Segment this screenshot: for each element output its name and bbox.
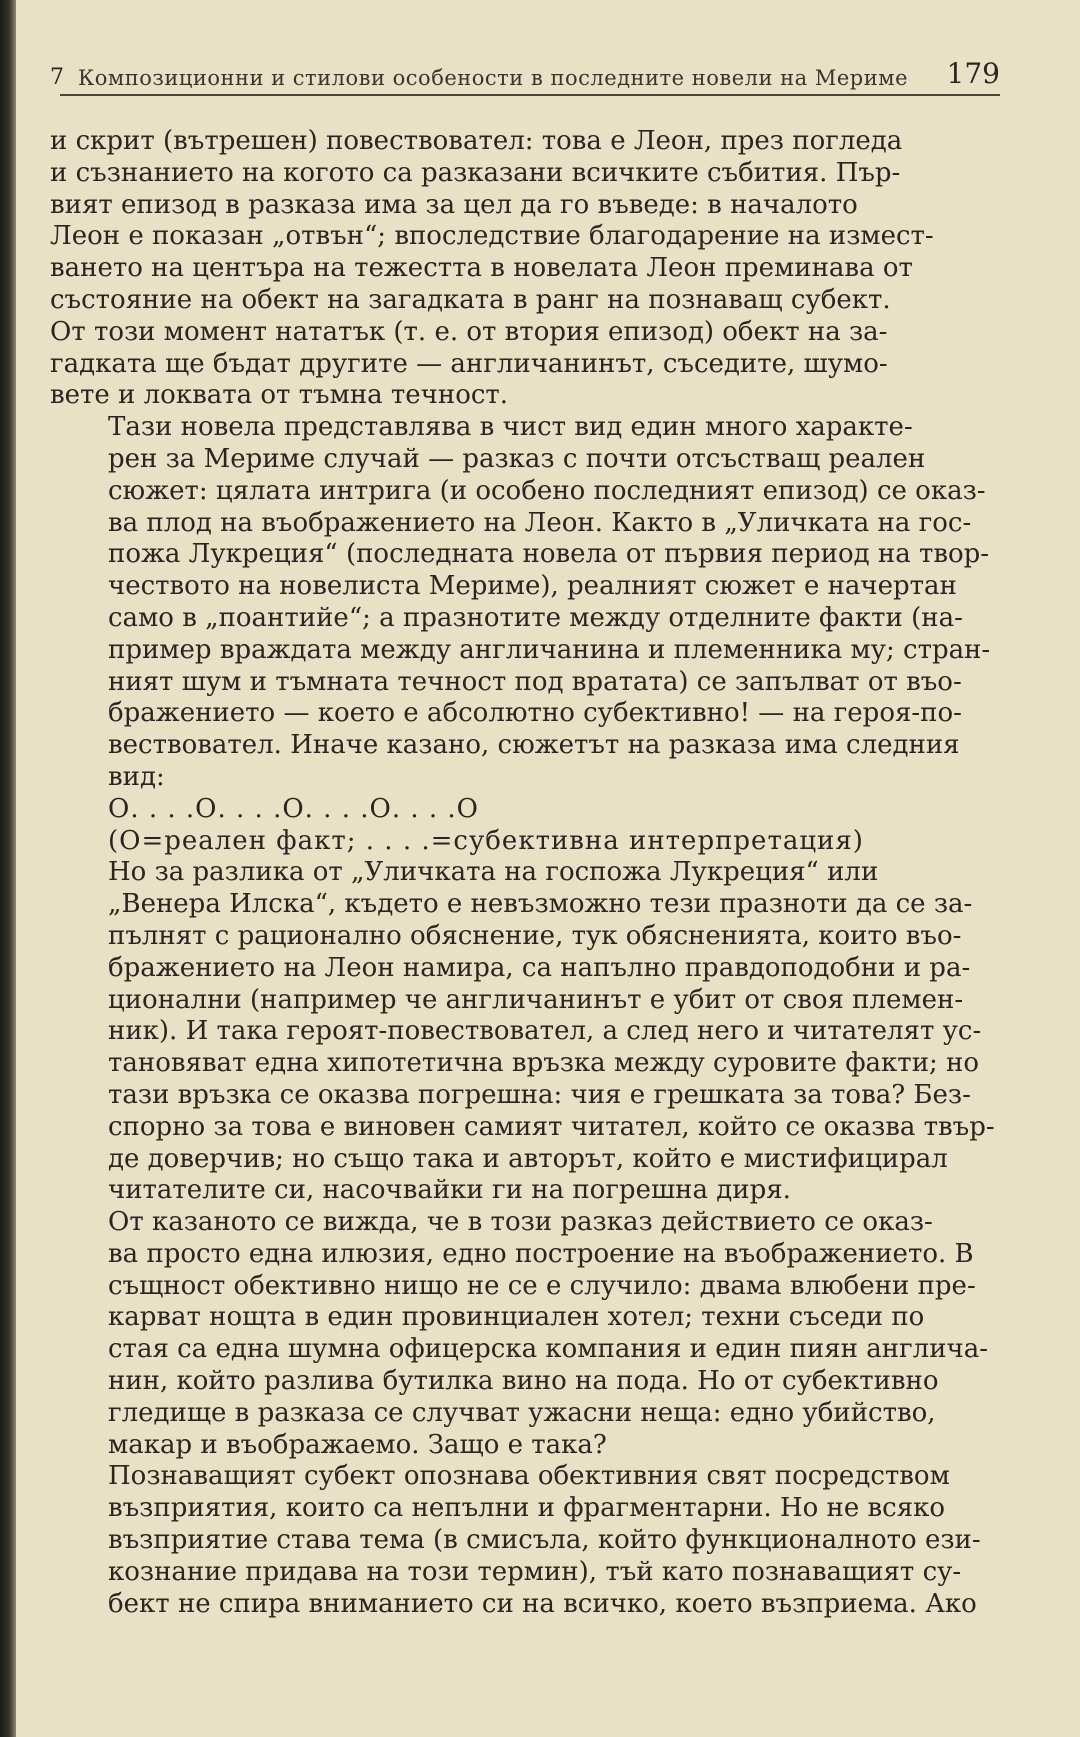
text-line: възприятия, които са непълни и фрагментарни. Но не всяко [108,1493,946,1524]
paragraph-3 [50,857,998,1207]
text-line: ва плод на въображението на Леон. Както в „Уличката на гос- [108,507,972,538]
scheme-legend: (О=реален факт; . . . .=субективна интерпретация) [108,825,864,856]
text-line: стая са една шумна офицерска компания и един пиян англича- [108,1334,989,1365]
text-line: чеството на новелиста Мериме), реалният сюжет е начертан [108,571,957,602]
text-line: гадката ще бъдат другите — англичанинът, съседите, шумо- [50,348,888,379]
text-line: читателите си, насочвайки ги на погрешна диря. [108,1175,791,1206]
text-line: „Венера Илска“, където е невъзможно тези празноти да се за- [108,889,973,920]
text-line: рен за Мериме случай — разказ с почти отсъстващ реален [108,443,926,474]
text-line: и скрит (вътрешен) повествовател: това е Леон, през погледа [50,126,903,156]
text-line: Леон е показан „отвън“; впоследствие благодарение на измест- [50,221,934,252]
paragraph-5 [50,1461,998,1620]
text-line: вид: [108,761,165,792]
text-line: Тази новела представлява в чист вид един много характе- [108,412,913,443]
text-line: Но за разлика от „Уличката на госпожа Лукреция“ или [108,857,879,888]
text-line: пример враждата между англичанина и племенника му; стран- [108,634,991,665]
header-rule [60,94,1000,96]
text-line: нин, който разлива бутилка вино на пода. Но от субективно [108,1366,939,1397]
book-spine-shadow [0,0,16,1737]
text-line: и съзнанието на когото са разказани всичките събития. Пър- [50,157,901,188]
text-line: бражението — което е абсолютно субективно! — на героя-по- [108,698,962,729]
text-line: бражението на Леон намира, са напълно правдоподобни и ра- [108,952,971,983]
book-page [50,0,1050,1737]
text-line: ционални (например че англичанинът е убит от своя племен- [108,984,964,1015]
text-line: ник). И така героят-повествовател, а след него и читателят ус- [108,1016,982,1047]
paragraph-2 [50,412,998,794]
text-line: пожа Лукреция“ (последната новела от първия период на твор- [108,539,990,570]
body-text [50,126,998,1620]
text-line: вият епизод в разказа има за цел да го въведе: в началото [50,189,858,220]
text-line: Познаващият субект опознава обективния свят посредством [108,1461,950,1492]
plot-scheme [50,794,998,858]
text-line: вествовател. Иначе казано, сюжетът на разказа има следния [108,730,960,761]
text-line: кознание придава на този термин), тъй като познаващият су- [108,1556,962,1587]
text-line: тановяват една хипотетична връзка между суровите факти; но [108,1048,980,1079]
text-line: де доверчив; но също така и авторът, който е мистифицирал [108,1143,948,1174]
text-line: вете и локвата от тъмна течност. [50,380,509,411]
text-line: пълнят с рационално обяснение, тук обясненията, които въо- [108,920,962,951]
running-header [50,46,1000,90]
text-line: възприятие става тема (в смисъла, който функционалното ези- [108,1525,981,1556]
chapter-number: 7 [50,65,64,90]
scheme-line: О. . . .О. . . .О. . . .О. . . .О [108,793,479,824]
text-line: спорно за това е виновен самият читател, който се оказва твър- [108,1111,995,1142]
text-line: същност обективно нищо не се е случило: двама влюбени пре- [108,1270,976,1301]
text-line: ният шум и тъмната течност под вратата) се запълват от въо- [108,666,962,697]
text-line: само в „поантийе“; а празнотите между отделните факти (на- [108,602,963,633]
paragraph-1 [50,126,998,412]
text-line: бект не спира вниманието си на всичко, което възприема. Ако [108,1588,977,1619]
text-line: сюжет: цялата интрига (и особено последният епизод) се оказ- [108,475,986,506]
page-number: 179 [946,57,1000,90]
text-line: От казаното се вижда, че в този разказ действието се оказ- [108,1207,933,1238]
text-line: ването на центъра на тежестта в новелата Леон преминава от [50,253,913,284]
text-line: тази връзка се оказва погрешна: чия е грешката за това? Без- [108,1079,971,1110]
text-line: състояние на обект на загадката в ранг на познаващ субект. [50,284,891,315]
text-line: карват нощта в един провинциален хотел; техни съседи по [108,1302,925,1333]
text-line: ва просто една илюзия, едно построение на въображението. В [108,1238,974,1269]
running-title: Композиционни и стилови особености в последните новели на Мериме [78,66,908,90]
text-line: гледище в разказа се случват ужасни неща: едно убийство, [108,1397,936,1428]
paragraph-4 [50,1207,998,1461]
text-line: От този момент нататък (т. е. от втория епизод) обект на за- [50,316,888,347]
text-line: макар и въображаемо. Защо е така? [108,1429,607,1460]
